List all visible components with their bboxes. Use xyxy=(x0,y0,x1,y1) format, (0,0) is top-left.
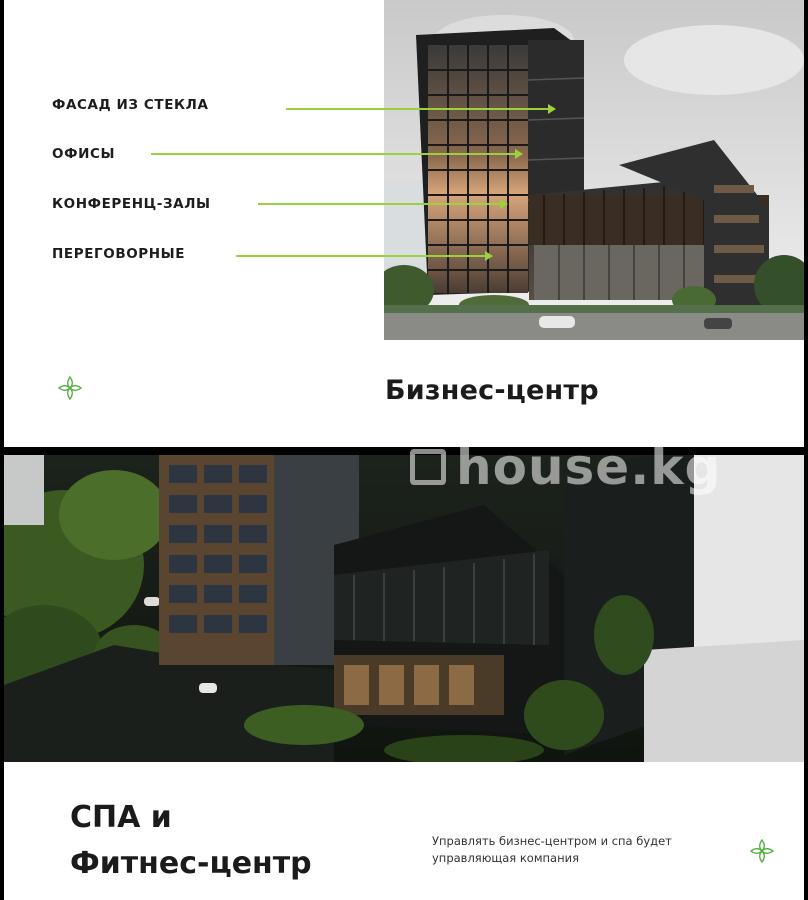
spa-fitness-title xyxy=(70,795,312,887)
spa-title-line2: Фитнес-центр xyxy=(70,846,312,881)
pointer-line-offices xyxy=(151,153,521,155)
pointer-line-glass-facade xyxy=(286,108,554,110)
feature-label-offices: ОФИСЫ xyxy=(52,146,116,162)
spa-fitness-slide xyxy=(4,455,804,900)
pointer-line-conference-halls xyxy=(258,203,506,205)
feature-label-glass-facade: ФАСАД ИЗ СТЕКЛА xyxy=(52,97,209,113)
business-center-photo xyxy=(384,0,804,340)
spa-title-line1: СПА и xyxy=(70,800,172,835)
feature-label-meeting-rooms: ПЕРЕГОВОРНЫЕ xyxy=(52,246,186,262)
leaf-logo-icon xyxy=(749,838,775,864)
business-center-slide xyxy=(4,0,804,447)
management-note-line2: управляющая компания xyxy=(432,851,579,865)
watermark-text: house.kg xyxy=(456,438,722,496)
feature-label-conference-halls: КОНФЕРЕНЦ-ЗАЛЫ xyxy=(52,196,211,212)
leaf-logo-icon xyxy=(57,375,83,401)
pointer-line-meeting-rooms xyxy=(236,255,491,257)
spa-complex-aerial-photo xyxy=(4,455,804,762)
management-note xyxy=(432,833,732,867)
business-center-title: Бизнес-центр xyxy=(385,375,599,406)
management-note-line1: Управлять бизнес-центром и спа будет xyxy=(432,834,672,848)
